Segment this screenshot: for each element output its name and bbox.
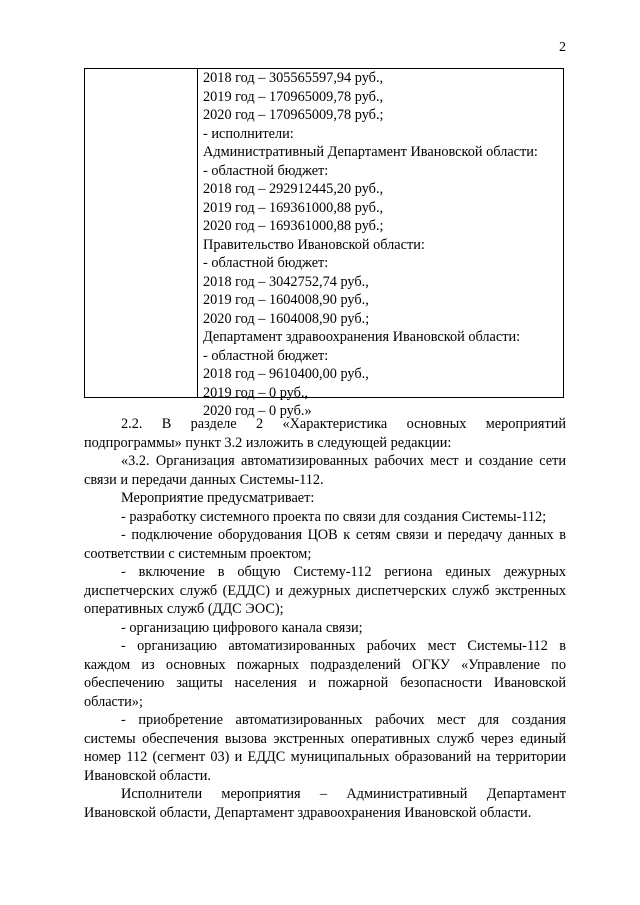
paragraph-section-2-2: 2.2. В разделе 2 «Характеристика основных мероприятий подпрограммы» пункт 3.2 изложить в следующей редакции: bbox=[84, 416, 566, 451]
table-line: 2019 год – 0 руб., bbox=[203, 384, 309, 401]
table-line: 2018 год – 305565597,94 руб., bbox=[203, 70, 384, 86]
table-line: 2020 год – 1604008,90 руб.; bbox=[203, 310, 370, 327]
table-line: 2020 год – 169361000,88 руб.; bbox=[203, 218, 384, 234]
table-line: Правительство Ивановской области: bbox=[203, 236, 425, 253]
table-line: 2020 год – 0 руб.» bbox=[203, 403, 312, 419]
table-line: Административный Департамент Ивановской области: bbox=[203, 144, 538, 160]
table-line: Департамент здравоохранения Ивановской области: bbox=[203, 329, 521, 345]
budget-table bbox=[84, 68, 564, 419]
paragraph-list-item: - разработку системного проекта по связи для создания Системы-112; bbox=[121, 508, 547, 525]
table-line: 2019 год – 1604008,90 руб., bbox=[203, 292, 369, 308]
table-line: 2019 год – 170965009,78 руб., bbox=[203, 88, 384, 105]
table-line: - областной бюджет: bbox=[203, 162, 329, 179]
table-line: - областной бюджет: bbox=[203, 255, 329, 271]
paragraph-list-item: - включение в общую Систему-112 региона единых дежурных диспетчерских служб (ЕДДС) и дежурных диспетчерских служб экстренных оперативных служб (ДДС ЭОС); bbox=[84, 564, 566, 617]
table-line: - областной бюджет: bbox=[203, 347, 329, 364]
paragraph-list-item: - организацию автоматизированных рабочих мест Системы-112 в каждом из основных пожарных подразделений ОГКУ «Управление по обеспечению защиты населения и пожарной безопасности Ивановской области»; bbox=[84, 638, 566, 710]
paragraph-list-item: - приобретение автоматизированных рабочих мест для создания системы обеспечения вызова экстренных оперативных служб через единый номер 112 (сегмент 03) и ЕДДС муниципальных образований на территории Ивановской области. bbox=[84, 712, 566, 784]
document-body bbox=[84, 415, 566, 822]
page-number: 2 bbox=[559, 40, 566, 55]
paragraph-measure-intro: Мероприятие предусматривает: bbox=[121, 490, 315, 506]
table-line: 2018 год – 9610400,00 руб., bbox=[203, 366, 369, 382]
paragraph-executors: Исполнители мероприятия – Административный Департамент Ивановской области, Департамент здравоохранения Ивановской области. bbox=[84, 786, 566, 821]
paragraph-item-3-2: «3.2. Организация автоматизированных рабочих мест и создание сети связи и передачи данных Системы-112. bbox=[84, 453, 566, 488]
table-line: 2018 год – 3042752,74 руб., bbox=[203, 273, 369, 290]
paragraph-list-item: - подключение оборудования ЦОВ к сетям связи и передачу данных в соответствии с системным проектом; bbox=[84, 527, 566, 562]
table-cell-right bbox=[203, 69, 561, 421]
table-line: 2020 год – 170965009,78 руб.; bbox=[203, 107, 384, 123]
table-line: - исполнители: bbox=[203, 125, 294, 142]
table-line: 2019 год – 169361000,88 руб., bbox=[203, 199, 384, 216]
table-column-divider bbox=[197, 69, 198, 397]
table-line: 2018 год – 292912445,20 руб., bbox=[203, 181, 384, 197]
table-cell-left-empty bbox=[85, 69, 197, 397]
paragraph-list-item: - организацию цифрового канала связи; bbox=[121, 619, 363, 636]
